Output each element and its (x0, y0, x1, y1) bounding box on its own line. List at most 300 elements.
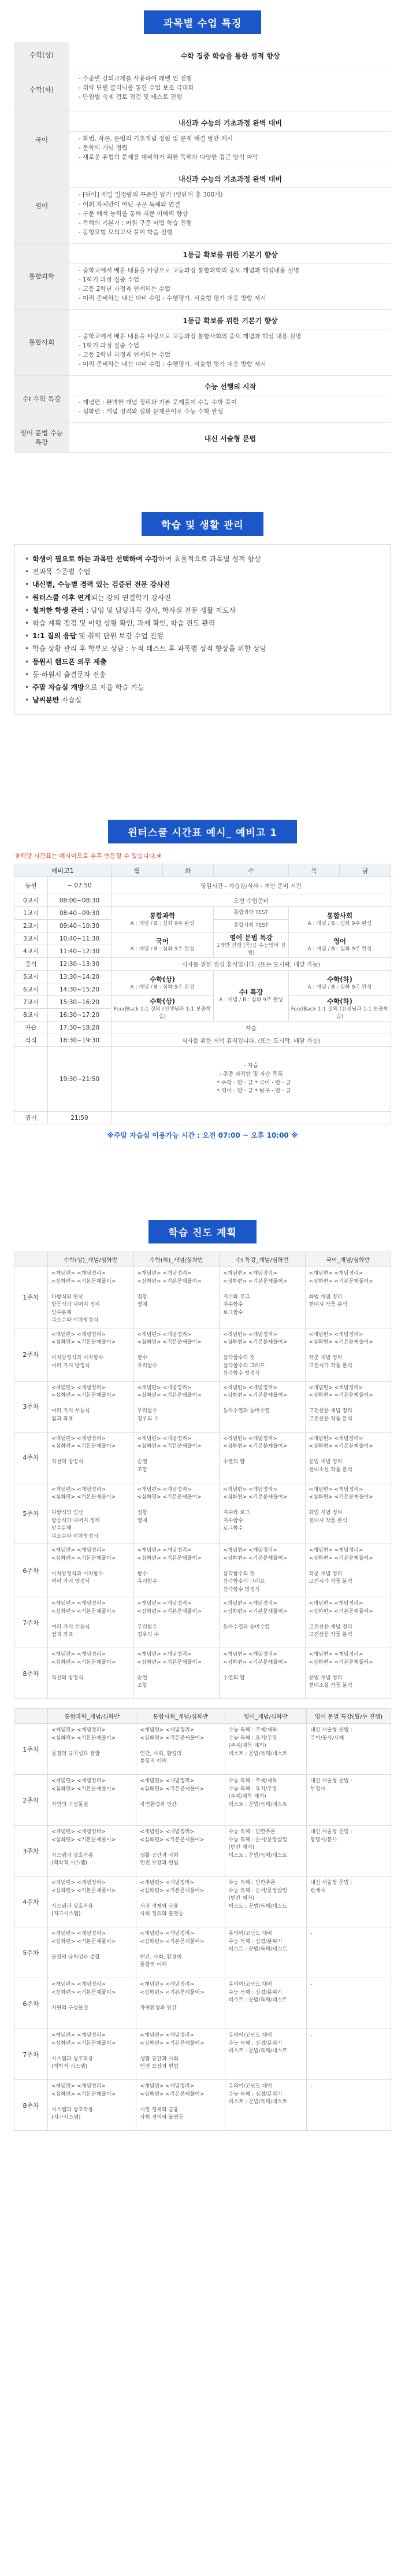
night-list-item: * 수학 · 발 · 글 * 국어 · 발 · 글 (217, 1079, 291, 1086)
block-eng-gram (214, 932, 289, 958)
block-math-mw (112, 907, 214, 932)
block-sub: A : 개념 / B : 심화 9주 완성 (219, 997, 283, 1004)
plan-cell: <개념편> <개념정리> <심화편> <기본문제풀이> 생활 공간과 사회 인권 보장과 헌법 (136, 1826, 225, 1877)
management-item-strong: 철저한 학생 관리 (32, 606, 84, 615)
plan-cell: 유의어/고난도 대비 수능 독해 : 심경/분위기 테스트 : 문법/독해/테스트 (225, 1927, 307, 1978)
feature-content (69, 243, 391, 309)
plan-cell: <개념편> <개념정리> <심화편> <기본문제풀이> 집합 명제 (133, 1267, 220, 1328)
feature-lines (69, 395, 391, 423)
week-label: 8주차 (14, 1648, 48, 1699)
feature-line: - 취약 단원 클리닉을 통한 수업 보조 극대화 (79, 84, 194, 91)
plan-cell: <개념편> <개념정리> <심화편> <기본문제풀이> 문법 개념 정리 현대소설 작품 분석 (305, 1648, 391, 1699)
period-time: ~ 07:50 (48, 877, 112, 894)
management-item-text: 전과목 수준별 수업 (32, 568, 91, 576)
plan-cell: 내신 서술형 문법 : 동명사/분사 (307, 1826, 391, 1877)
feature-line: - 화법, 작문, 문법의 기초개념 정립 및 문제 해결 방안 제시 (79, 135, 233, 142)
management-item (25, 565, 380, 578)
plan-header: 통합사회_개념/심화반 (136, 1709, 225, 1724)
feature-line: - 단원별 숙제 검토 점검 및 테스트 진행 (79, 94, 183, 101)
feature-lines (69, 131, 391, 168)
block-math-down (288, 971, 391, 996)
management-item-text: 되는 강의 연결학기 강사진 (91, 593, 172, 602)
plan-cell: <개념편> <개념정리> <심화편> <기본문제풀이> 직선의 방정식 (48, 1648, 134, 1699)
plan-row (14, 1927, 391, 1978)
plan-row (14, 1328, 391, 1381)
plan-row (14, 1775, 391, 1826)
block-sub: A : 개념 / B : 심화 9주 완성 (130, 984, 195, 991)
feature-lines (69, 72, 391, 108)
feature-content (69, 112, 391, 168)
bullet-icon: • (25, 555, 29, 563)
plan-cell: <개념편> <개념정리> <심화편> <기본문제풀이> 자연의 구성물질 (48, 1978, 136, 2029)
plan-cell: - (307, 2080, 391, 2131)
feature-row (14, 68, 391, 112)
week-label: 2주차 (14, 1775, 48, 1826)
plan-cell: <개념편> <개념정리> <심화편> <기본문제풀이> 다항식의 연산 항등식과 나머지 정리 인수분해 복소수와 이차방정식 (48, 1483, 134, 1544)
bullet-icon: • (25, 580, 29, 589)
feature-heading: 내신과 수능의 기초과정 완벽 대비 (178, 119, 282, 127)
feature-row (14, 375, 391, 423)
period-label: 2교시 (14, 920, 48, 932)
block-sub: FeedBack 1:1 질의 (선생님과 1:1 보충학습) (291, 1006, 389, 1020)
period-time: 11:40~12:30 (48, 945, 112, 958)
plan-cell: <개념편> <개념정리> <심화편> <기본문제풀이> 지수와 로그 지수함수 로그함수 (220, 1483, 306, 1544)
management-item-text: 학습 상황 관리 후 학부모 상담 : 누적 테스트 후 과목별 성적 향상을 위한 상담 (32, 645, 267, 653)
plan-row (14, 1724, 391, 1775)
management-item-text: : 담임 및 담당과목 강사, 학사실 전문 생활 지도사 (84, 606, 236, 615)
plan-cell: <개념편> <개념정리> <심화편> <기본문제풀이> 화법 개념 정리 현대시 작품 분석 (305, 1483, 391, 1544)
block-kor (112, 932, 214, 958)
block-eng (288, 932, 391, 958)
feature-line: - 동형모형 모의고사 풀이 학습 진행 (79, 229, 173, 236)
management-item (25, 630, 380, 642)
plan-cell: - (307, 1927, 391, 1978)
th-fri: 금 (340, 864, 391, 877)
period-time: 17:30~18:20 (48, 1021, 112, 1034)
period-content (112, 1112, 391, 1124)
plan-cell: <개념편> <개념정리> <심화편> <기본문제풀이> 생활 공간과 사회 인권 보장과 헌법 (136, 2029, 225, 2080)
plan-cell: <개념편> <개념정리> <심화편> <기본문제풀이> 등차수열과 등비수열 (220, 1381, 306, 1432)
th-tue: 화 (162, 864, 214, 877)
period-label: 8교시 (14, 1009, 48, 1021)
plan-cell: <개념편> <개념정리> <심화편> <기본문제풀이> 삼각함수의 뜻 삼각함수의 그래프 삼각함수 방정식 (220, 1328, 306, 1381)
period-time: 13:30~14:20 (48, 971, 112, 983)
block-title: 수학(상) (150, 997, 175, 1006)
feature-line: - 고등 2학년 과정과 연계되는 수업 (79, 351, 171, 359)
block-social (288, 907, 391, 932)
period-label: 0교시 (14, 894, 48, 907)
plan-cell: <개념편> <개념정리> <심화편> <기본문제풀이> 무리함수 경우의 수 (133, 1597, 220, 1648)
plan-cell: <개념편> <개념정리> <심화편> <기본문제풀이> 함수 유리함수 (133, 1544, 220, 1597)
bullet-icon: • (25, 619, 29, 627)
plan-row (14, 1483, 391, 1544)
block-sub: A : 개념 / B : 심화 9주 완성 (307, 984, 372, 991)
plan-cell: - (307, 1978, 391, 2029)
feature-line: - 1학기 과정 집중 수업 (79, 342, 139, 349)
period-content: 당일시간 - 자습실/식사 - 개인 준비 시간 (112, 877, 391, 894)
feature-content (69, 375, 391, 423)
feature-heading: 1등급 확보를 위한 기본기 향상 (183, 316, 278, 325)
block-title: 통합과학 TEST (233, 910, 269, 916)
management-item-text: 및 취약 단원 보강 수업 진행 (76, 632, 164, 641)
period-content: 오전 수업준비 (112, 894, 391, 907)
plan-row (14, 1877, 391, 1927)
feature-subject: 국어 (14, 112, 69, 168)
management-section (0, 497, 405, 809)
period-label: 등원 (14, 877, 48, 894)
management-item (25, 681, 380, 694)
period-time: 16:30~17:20 (48, 1009, 112, 1021)
week-label: 2주차 (14, 1328, 48, 1381)
period-label: 자습 (14, 1021, 48, 1034)
feature-line: - 수준별 강의교재를 사용하여 레벨 업 진행 (79, 75, 192, 82)
th-grade: 예비고1 (14, 864, 112, 877)
plan-cell: <개념편> <개념정리> <심화편> <기본문제풀이> 자연의 구성물질 (48, 1775, 136, 1826)
feature-line: - 개념편 : 완벽한 개념 정리와 기본 문제풀이 수능 수학 풀이 (79, 398, 237, 406)
progress-table-2 (14, 1708, 391, 2131)
feature-row (14, 423, 391, 453)
period-label (14, 1047, 48, 1112)
plan-header: 통합과학_개념/심화반 (48, 1709, 136, 1724)
period-label: 1교시 (14, 907, 48, 920)
plan-cell: <개념편> <개념정리> <심화편> <기본문제풀이> 시스템과 상호작용 (역학적 시스템) (48, 2029, 136, 2080)
plan-header: 수학(상)_개념/심화반 (48, 1252, 134, 1267)
bullet-icon: • (25, 568, 29, 576)
management-item (25, 642, 380, 655)
feature-line: - [단어] 매일 일정량의 꾸준한 암기 (영단어 총 300개) (79, 191, 223, 199)
block-test2 (214, 920, 289, 932)
feature-content (69, 42, 391, 68)
management-item-strong: 학생이 필요로 하는 과목만 선택하여 수강 (32, 555, 159, 563)
block-title: 수학(상) (150, 975, 175, 984)
plan-cell: <개념편> <개념정리> <심화편> <기본문제풀이> 등차수열과 등비수열 (220, 1597, 306, 1648)
bullet-icon: • (25, 683, 29, 691)
bullet-icon: • (25, 696, 29, 705)
night-list-item: * 영어 · 발 · 글 * 탐구 · 발 · 글 (217, 1088, 291, 1095)
th-mon: 월 (112, 864, 163, 877)
management-item (25, 591, 380, 604)
plan-row (14, 1978, 391, 2029)
plan-cell: 유의어/고난도 대비 수능 독해 : 심경/분위기 테스트 : 문법/독해/테스트 (225, 1978, 307, 2029)
management-item (25, 553, 380, 565)
feature-lines (69, 263, 391, 309)
plan-row (14, 1381, 391, 1432)
period-label: 6교시 (14, 983, 48, 996)
plan-cell: <개념편> <개념정리> <심화편> <기본문제풀이> 시장 경제와 금융 사회 정의와 불평등 (136, 2080, 225, 2131)
block-title: 영어 (333, 937, 347, 946)
period-label: 5교시 (14, 971, 48, 983)
block-title: 국어 (155, 937, 169, 946)
plan-row (14, 1597, 391, 1648)
plan-cell: <개념편> <개념정리> <심화편> <기본문제풀이> 인간, 사회, 환경의 통합적 이해 (136, 1724, 225, 1775)
plan-cell: 유의어/고난도 대비 수능 독해 : 심경/분위기 테스트 : 문법/독해/테스트 (225, 2029, 307, 2080)
period-time: 08:00~08:30 (48, 894, 112, 907)
week-label: 8주차 (14, 2080, 48, 2131)
feature-line: - 문학의 개념 정립 (79, 144, 128, 151)
feature-subject: 수I 수학 특강 (14, 375, 69, 423)
period-label: 중식 (14, 958, 48, 971)
block-sub: A : 개념 / B : 심화 9주 완성 (307, 946, 372, 953)
period-content: 식사를 위한 점심 휴식입니다. (또는 도시락, 배달 가능) (112, 958, 391, 971)
feature-subject: 통합과학 (14, 243, 69, 309)
period-time: 21:50 (48, 1112, 112, 1124)
bullet-icon: • (25, 606, 29, 615)
block-math-up-feedback (112, 996, 214, 1021)
plan-cell: <개념편> <개념정리> <심화편> <기본문제풀이> 직선의 방정식 (48, 1432, 134, 1483)
period-content: 자습 (112, 1021, 391, 1034)
plan-cell: 유의어/고난도 대비 수능 독해 : 심경/분위기 테스트 : 문법/독해/테스트 (225, 2080, 307, 2131)
block-title: 통합사회 (326, 912, 353, 920)
week-label: 1주차 (14, 1724, 48, 1775)
feature-line: - 미리 준비하는 내신 대비 수업 : 수행평가, 서술형 평가 대응 방향 제시 (79, 361, 266, 368)
block-test1 (214, 907, 289, 920)
week-label: 1주차 (14, 1267, 48, 1328)
plan-cell: 내신 서술형 문법 : 관계사 (307, 1877, 391, 1927)
bullet-icon: • (25, 632, 29, 641)
management-item-text: 학습 계획 점검 및 이행 상황 확인, 과제 확인, 학습 진도 관리 (32, 619, 215, 627)
th-thu: 목 (288, 864, 340, 877)
night-list-item: - 주중 과학탐 및 자습 목록 (219, 1071, 283, 1078)
feature-content (69, 423, 391, 453)
feature-content (69, 309, 391, 375)
feature-row (14, 112, 391, 168)
plan-row (14, 1648, 391, 1699)
week-label: 4주차 (14, 1432, 48, 1483)
period-label: 석식 (14, 1034, 48, 1047)
plan-cell: - (307, 2029, 391, 2080)
section-title: 과목별 수업 특징 (144, 10, 262, 34)
feature-subject: 수학(상) (14, 42, 69, 68)
week-label: 6주차 (14, 1978, 48, 2029)
week-label: 3주차 (14, 1381, 48, 1432)
subject-features-section (0, 0, 405, 497)
block-math-down-feedback (288, 996, 391, 1021)
week-label: 5주차 (14, 1927, 48, 1978)
plan-cell: <개념편> <개념정리> <심화편> <기본문제풀이> 이차방정식과 이차함수 여러 가지 방정식 (48, 1544, 134, 1597)
plan-cell: <개념편> <개념정리> <심화편> <기본문제풀이> 인간, 사회, 환경의 통합적 이해 (136, 1927, 225, 1978)
feature-subject: 영어 (14, 168, 69, 243)
feature-heading: 1등급 확보를 위한 기본기 향상 (183, 250, 278, 259)
period-label: 귀가 (14, 1112, 48, 1124)
th-wed: 수 (214, 864, 289, 877)
feature-row (14, 309, 391, 375)
feature-line: - 독해의 기본기 : 어휘 구문 어법 학습 진행 (79, 220, 192, 227)
feature-line: - 어휘 자체만이 아닌 구문 독해와 연결 (79, 201, 180, 208)
week-label: 7주차 (14, 2029, 48, 2080)
timetable-section (0, 809, 405, 1214)
period-time: 14:30~15:20 (48, 983, 112, 996)
plan-cell: <개념편> <개념정리> <심화편> <기본문제풀이> 삼각함수의 뜻 삼각함수의 그래프 삼각함수 방정식 (220, 1544, 306, 1597)
block-title: 영어 문법 특강 (229, 934, 273, 942)
feature-line: - 중학교에서 배운 내용을 바탕으로 고등과정 통합사회의 중요 개념과 핵심 내용 설명 (79, 332, 302, 340)
period-time: 09:40~10:30 (48, 920, 112, 932)
plan-header (14, 1252, 48, 1267)
plan-cell: <개념편> <개념정리> <심화편> <기본문제풀이> 작문 개념 정리 고전시가 작품 분석 (305, 1544, 391, 1597)
plan-header (14, 1709, 48, 1724)
management-item-text: 으로 자율 학습 가능 (84, 683, 144, 691)
block-sub: A : 개념 / B : 심화 9주 완성 (130, 921, 195, 927)
management-item (25, 578, 380, 591)
block-su1 (214, 971, 289, 1021)
plan-cell: <개념편> <개념정리> <심화편> <기본문제풀이> 순열 조합 (133, 1432, 220, 1483)
management-item-strong: 원터스쿨 이후 연계 (32, 593, 91, 602)
progress-table-1 (14, 1252, 391, 1699)
week-label: 3주차 (14, 1826, 48, 1877)
feature-line: - 미리 준비하는 내신 대비 수업 : 수행평가, 서술형 평가 대응 방향 제시 (79, 295, 266, 302)
feature-row (14, 168, 391, 243)
block-sub: FeedBack 1:1 질의 (선생님과 1:1 보충학습) (113, 1006, 211, 1020)
block-title: 수I 특강 (239, 988, 263, 997)
plan-header: 영어_개념/심화반 (225, 1709, 307, 1724)
block-title: 수학(하) (327, 997, 352, 1006)
plan-row (14, 1826, 391, 1877)
period-label: 4교시 (14, 945, 48, 958)
subject-features-table (14, 42, 391, 453)
plan-row (14, 2080, 391, 2131)
plan-cell: 내신 서술형 문법 : 주어/동사/시제 (307, 1724, 391, 1775)
plan-cell: <개념편> <개념정리> <심화편> <기본문제풀이> 시스템과 상호작용 (지구시스템) (48, 1877, 136, 1927)
management-item-text: 등·하원시 출결문자 전송 (32, 670, 106, 679)
plan-cell: <개념편> <개념정리> <심화편> <기본문제풀이> 시스템과 상호작용 (역학적 시스템) (48, 1826, 136, 1877)
feature-heading: 수학 집중 학습을 통한 성적 향상 (180, 52, 280, 61)
feature-content (69, 168, 391, 243)
section-title: 윈터스쿨 시간표 예시_ 예비고 1 (108, 820, 297, 843)
plan-header: 수I 특강_개념/심화반 (220, 1252, 306, 1267)
plan-cell: <개념편> <개념정리> <심화편> <기본문제풀이> 자연환경과 인간 (136, 1775, 225, 1826)
plan-cell: <개념편> <개념정리> <심화편> <기본문제풀이> 순열 조합 (133, 1648, 220, 1699)
plan-cell: 수능 독해 : 빈칸추론 수능 독해 : 순서/문장삽입 (빈칸 제거) 테스트 : 문법/독해/테스트 (225, 1877, 307, 1927)
block-math-up (112, 971, 214, 996)
plan-cell: <개념편> <개념정리> <심화편> <기본문제풀이> 집합 명제 (133, 1483, 220, 1544)
feature-heading: 수능 선행의 시작 (204, 382, 257, 391)
plan-cell: <개념편> <개념정리> <심화편> <기본문제풀이> 이차방정식과 이차함수 여러 가지 방정식 (48, 1328, 134, 1381)
feature-line: - 1학기 과정 집중 수업 (79, 276, 139, 283)
management-item (25, 604, 380, 617)
plan-cell: <개념편> <개념정리> <심화편> <기본문제풀이> 여러 가지 부등식 점과 좌표 (48, 1381, 134, 1432)
block-sub: A : 개념 / B : 심화 9주 완성 (130, 946, 195, 953)
period-time: 10:40~11:30 (48, 932, 112, 945)
week-label: 5주차 (14, 1483, 48, 1544)
progress-plan-section (0, 1214, 405, 2153)
feature-line: - 구문 해석 능력을 통해 지문 이해력 향상 (79, 210, 188, 217)
period-label: 3교시 (14, 932, 48, 945)
plan-cell: <개념편> <개념정리> <심화편> <기본문제풀이> 무리함수 경우의 수 (133, 1381, 220, 1432)
section-title: 학습 및 생활 관리 (142, 512, 263, 536)
feature-lines (69, 187, 391, 243)
plan-cell: <개념편> <개념정리> <심화편> <기본문제풀이> 여러 가지 부등식 점과 좌표 (48, 1597, 134, 1648)
period-content: 식사를 위한 저녁 휴식입니다. (또는 도시락, 배달 가능) (112, 1034, 391, 1047)
plan-cell: <개념편> <개념정리> <심화편> <기본문제풀이> 수열의 합 (220, 1432, 306, 1483)
plan-cell: <개념편> <개념정리> <심화편> <기본문제풀이> 자연환경과 인간 (136, 1978, 225, 2029)
feature-line: - 심화편 : 개념 정리와 심화 문제풀이로 수능 수학 완성 (79, 408, 224, 416)
block-sub: 1개반 진행 (목/금 수능영어 진행) (216, 943, 286, 956)
management-item (25, 617, 380, 630)
block-title: 통합과학 (149, 912, 176, 920)
feature-line: - 새로운 유형의 문제를 대비하기 위한 독해와 다양한 접근 방식 파악 (79, 154, 259, 161)
plan-row (14, 2029, 391, 2080)
plan-cell: <개념편> <개념정리> <심화편> <기본문제풀이> 고전산문 개념 정리 고전산문 작품 분석 (305, 1597, 391, 1648)
block-sub: A : 개념 / B : 심화 9주 완성 (307, 921, 372, 927)
feature-subject: 통합사회 (14, 309, 69, 375)
bullet-icon: • (25, 670, 29, 679)
feature-subject: 영어 문법 수능 특강 (14, 423, 69, 453)
block-title: 통합사회 TEST (233, 923, 269, 929)
period-time: 18:30~19:30 (48, 1034, 112, 1047)
feature-row (14, 243, 391, 309)
block-title: 수학(하) (327, 975, 352, 984)
night-study-list (112, 1047, 391, 1112)
plan-row (14, 1267, 391, 1328)
feature-subject: 수학(하) (14, 68, 69, 112)
plan-header: 수학(하)_개념/심화반 (133, 1252, 220, 1267)
management-item-strong: 내신별, 수능별 경력 있는 검증된 전문 강사진 (32, 580, 170, 589)
timetable (14, 864, 391, 1124)
plan-cell: <개념편> <개념정리> <심화편> <기본문제풀이> 시스템과 상호작용 (지구시스템) (48, 2080, 136, 2131)
plan-cell: 수능 독해 : 주제/제목 수능 독해 : 요지/주장 (주제/제목 제거) 테스트 : 문법/독해/테스트 (225, 1724, 307, 1775)
week-label: 6주차 (14, 1544, 48, 1597)
plan-row (14, 1544, 391, 1597)
feature-line: - 고등 2학년 과정과 연계되는 수업 (79, 286, 171, 293)
plan-header: 국어_개념/심화반 (305, 1252, 391, 1267)
period-time: 12:30~13:30 (48, 958, 112, 971)
bullet-icon: • (25, 657, 29, 666)
period-time: 08:40~09:30 (48, 907, 112, 920)
period-label: 7교시 (14, 996, 48, 1009)
feature-heading: 내신 서술형 문법 (204, 435, 257, 443)
plan-row (14, 1432, 391, 1483)
weekend-note: ※주말 자습실 이용가능 시간 : 오전 07:00 ~ 오후 10:00 ※ (107, 1131, 298, 1139)
management-item-strong: 날씨분반 (32, 696, 60, 705)
section-title: 학습 진도 계획 (148, 1220, 256, 1243)
feature-heading: 내신과 수능의 기초과정 완벽 대비 (178, 175, 282, 184)
plan-cell: <개념편> <개념정리> <심화편> <기본문제풀이> 작문 개념 정리 고전시가 작품 분석 (305, 1328, 391, 1381)
plan-cell: <개념편> <개념정리> <심화편> <기본문제풀이> 시장 경제와 금융 사회 정의와 불평등 (136, 1877, 225, 1927)
timetable-note: ※해당 시간표는 예시이므로 추후 변동될 수 있습니다.※ (15, 853, 162, 860)
plan-cell: <개념편> <개념정리> <심화편> <기본문제풀이> 문법 개념 정리 현대소설 작품 분석 (305, 1432, 391, 1483)
night-list-item: - 자습 (244, 1063, 258, 1069)
feature-lines (69, 329, 391, 375)
plan-header: 영어 문법 특강(월/수 진행) (307, 1709, 391, 1724)
plan-cell: <개념편> <개념정리> <심화편> <기본문제풀이> 함수 유리함수 (133, 1328, 220, 1381)
management-item-text: 자습실 (59, 696, 82, 705)
plan-cell: <개념편> <개념정리> <심화편> <기본문제풀이> 화법 개념 정리 현대시 작품 분석 (305, 1267, 391, 1328)
bullet-icon: • (25, 593, 29, 602)
plan-cell: <개념편> <개념정리> <심화편> <기본문제풀이> 다항식의 연산 항등식과 나머지 정리 인수분해 복소수와 이차방정식 (48, 1267, 134, 1328)
plan-cell: <개념편> <개념정리> <심화편> <기본문제풀이> 물질의 규칙성과 결합 (48, 1927, 136, 1978)
plan-cell: 수능 독해 : 빈칸추론 수능 독해 : 순서/문장삽입 (빈칸 제거) 테스트 : 문법/독해/테스트 (225, 1826, 307, 1877)
feature-content (69, 68, 391, 112)
management-item-strong: 주말 자습실 개방 (32, 683, 84, 691)
bullet-icon: • (25, 645, 29, 653)
period-time: 15:30~16:20 (48, 996, 112, 1009)
management-item (25, 668, 380, 681)
plan-cell: 내신 서술형 문법 : 부정사 (307, 1775, 391, 1826)
management-item-strong: 등원시 핸드폰 의무 제출 (32, 657, 107, 666)
plan-cell: <개념편> <개념정리> <심화편> <기본문제풀이> 고전산문 개념 정리 고전산문 작품 분석 (305, 1381, 391, 1432)
plan-cell: 수능 독해 : 주제/제목 수능 독해 : 요지/주장 (주제/제목 제거) 테스트 : 문법/독해/테스트 (225, 1775, 307, 1826)
week-label: 4주차 (14, 1877, 48, 1927)
management-item-text: 하여 효율적으로 과목별 성적 향상 (158, 555, 261, 563)
management-list (14, 544, 391, 715)
plan-cell: <개념편> <개념정리> <심화편> <기본문제풀이> 물질의 규칙성과 결합 (48, 1724, 136, 1775)
plan-cell: <개념편> <개념정리> <심화편> <기본문제풀이> 수열의 합 (220, 1648, 306, 1699)
management-item-strong: 1:1 질의 응답 (32, 632, 77, 641)
feature-row (14, 42, 391, 68)
period-time: 19:30~21:50 (48, 1047, 112, 1112)
feature-line: - 중학교에서 배운 내용을 바탕으로 고등과정 통합과학의 중요 개념과 핵심내용 설명 (79, 267, 300, 274)
week-label: 7주차 (14, 1597, 48, 1648)
management-item (25, 694, 380, 706)
